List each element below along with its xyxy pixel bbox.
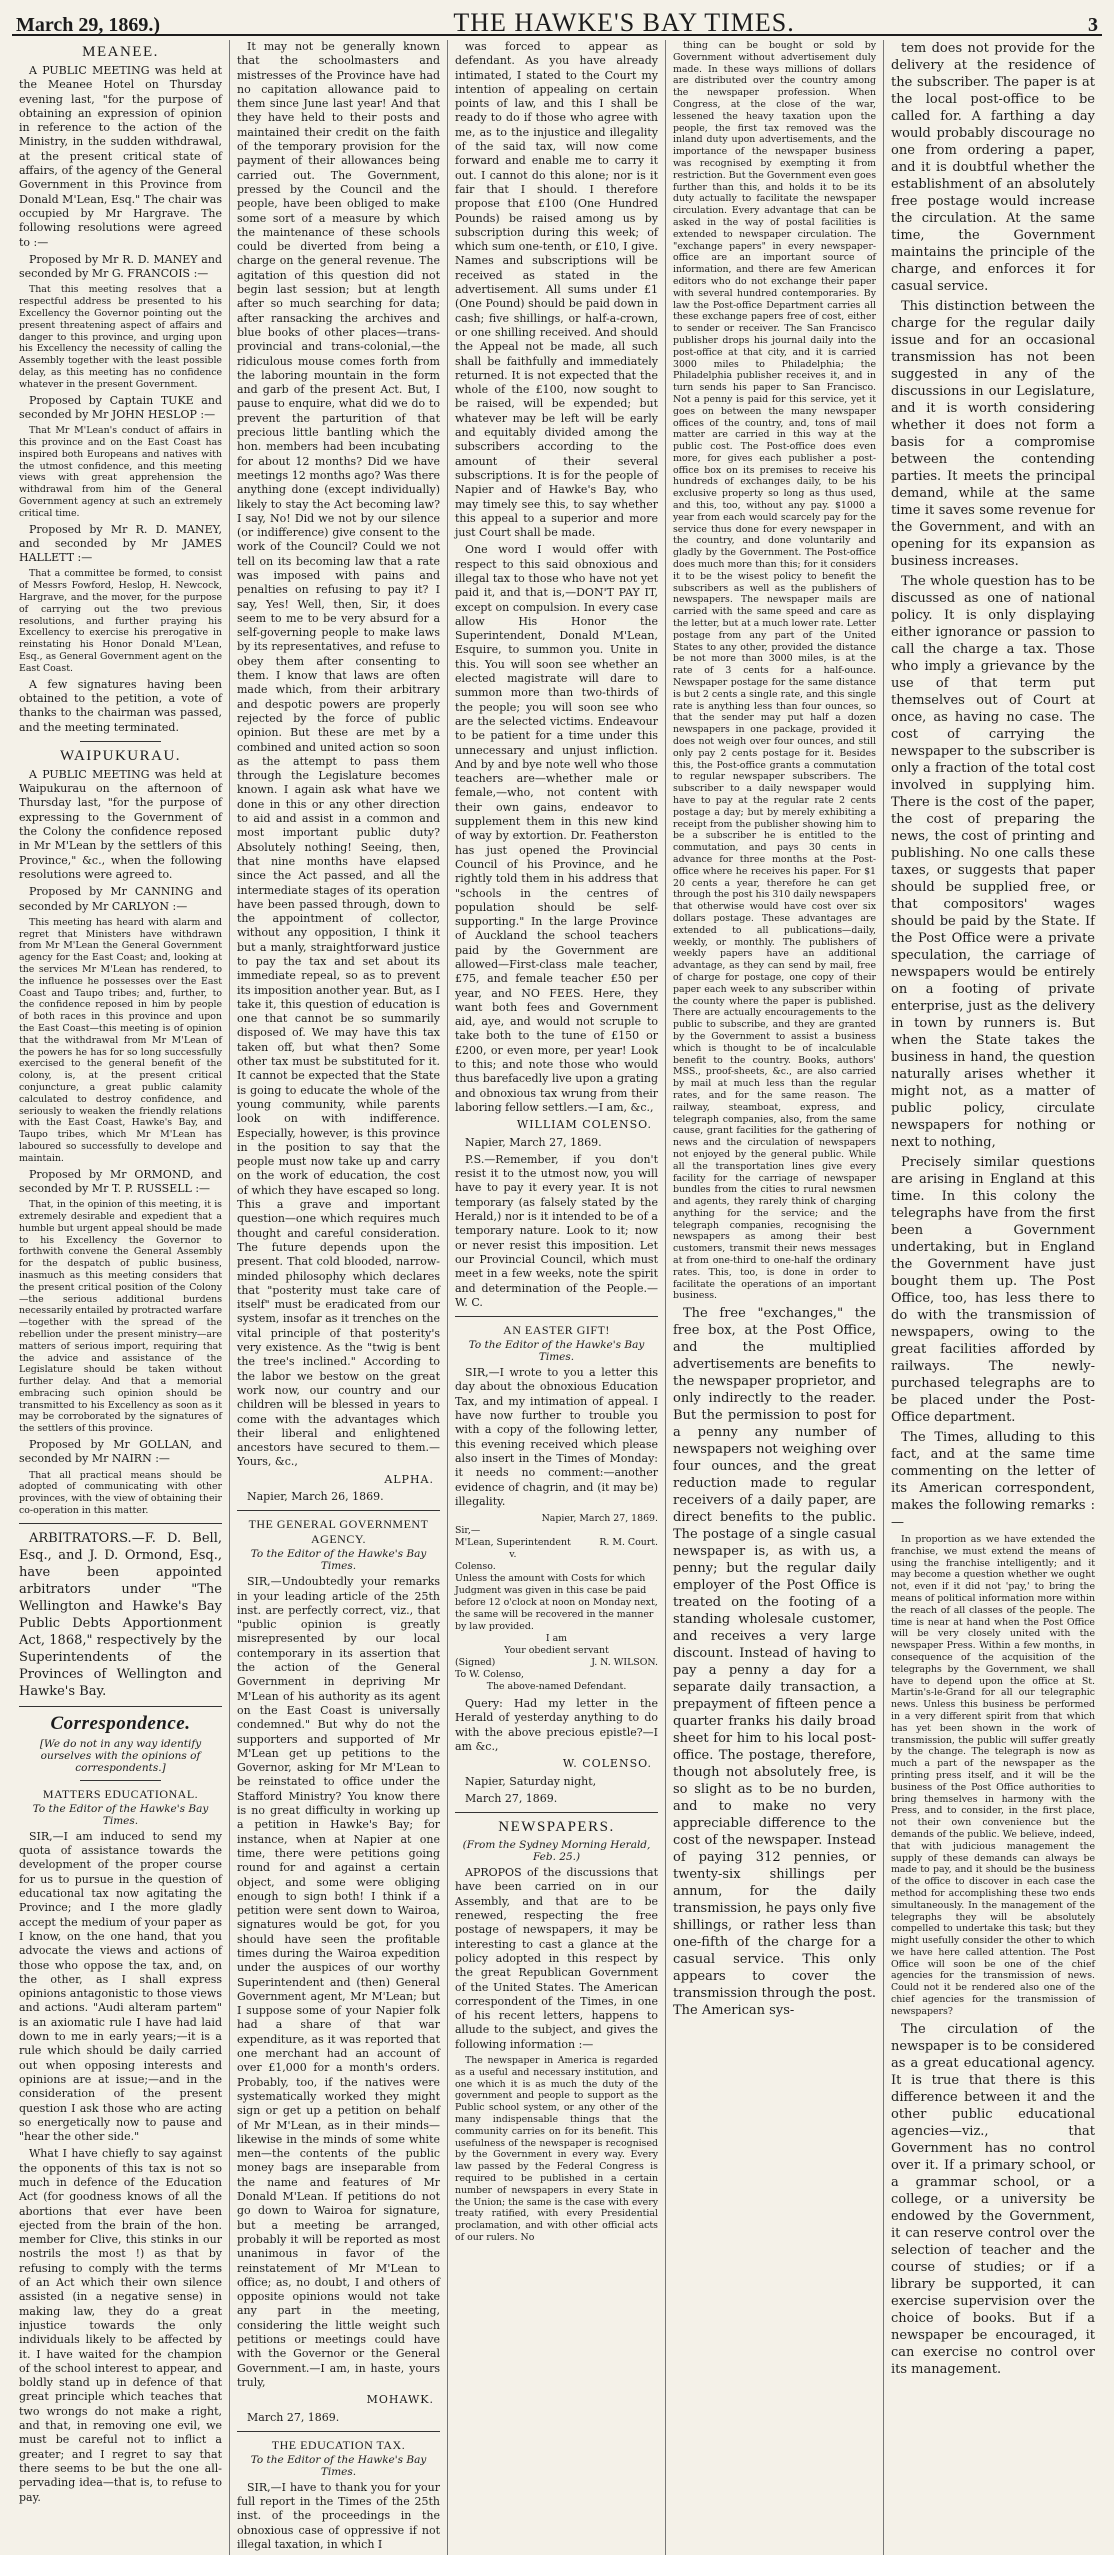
dateline: March 27, 1869. bbox=[465, 1791, 558, 1805]
paragraph: The whole question has to be discussed as one of national policy. It is only displaying either ignorance or passion to call the charge a tax. Those who imply a grievance by the use of that term put themselves out of Court at once, as having no case. The cost of carrying the newspaper to the subscriber is only a fraction of the total cost involved in supplying him. There is the cost of the paper, the cost of preparing the news, the cost of printing and publishing. No one calls these taxes, or suggests that paper should be supplied free, or that compositors' wages should be paid by the State. If the Post Office were a private speculation, the carriage of newspapers would be entirely on a footing of private enterprise, just as the delivery in town by runners is. But when the State takes the business in hand, the question naturally arises whether it might not, as a matter of public policy, circulate newspapers for nothing or next to nothing, bbox=[891, 574, 1095, 1150]
paragraph: Proposed by Mr CANNING and seconded by Mr CARLYON :— bbox=[19, 885, 222, 913]
article-subheading: To the Editor of the Hawke's Bay Times. bbox=[32, 1802, 209, 1827]
signature: W. COLENSO. bbox=[562, 1757, 652, 1771]
legal-notice bbox=[455, 1513, 658, 1693]
paragraph: This distinction between the charge for the regular daily issue and for an occasional transmission has not been suggested in any of the discussions in our Legislature, and it is worth considering whether it does not form a basis for a compromise between the contending parties. It meets the principal demand, while at the same time it saves some revenue for the Government, and with an opening for its expansion as business increases. bbox=[891, 299, 1095, 569]
legal-date-row bbox=[455, 1513, 658, 1525]
divider bbox=[19, 1523, 222, 1524]
legal-salutation: Sir,— bbox=[455, 1525, 481, 1537]
paragraph: APROPOS of the discussions that have been carried on in our Assembly, and that are to be renewed, respecting the free postage of newspapers, it may be interesting to cast a glance at the policy adopted in this respect by the great Republican Government of the United States. The American correspondent of the Times, in one of his recent letters, happens to allude to the subject, and gives the following information :— bbox=[455, 1866, 658, 2051]
dateline: Napier, March 26, 1869. bbox=[247, 1489, 384, 1503]
divider bbox=[80, 741, 161, 742]
legal-signature-row bbox=[455, 1657, 658, 1669]
legal-party: M'Lean, Superintendent bbox=[455, 1537, 571, 1549]
legal-versus: v. bbox=[509, 1549, 517, 1561]
paragraph: was forced to appear as defendant. As you have already intimated, I stated to the Court my intention of appealing on certain points of law, and this I shall be ready to do if those who agree with me, as to the injustice and illegality of the said tax, will now come forward and enable me to carry it out. I cannot do this alone; nor is it fair that I should. I therefore propose that £100 (One Hundred Pounds) be raised among us by subscription during this week; of which sum one-tenth, or £10, I give. Names and subscriptions will be received as stated in the advertisement. All sums under £1 (One Pound) should be paid down in cash; five shillings, or half-a-crown, or one shilling received. And should the Appeal not be made, all such shall be faithfully and immediately returned. It is not expected that the whole of the £100, now sought to be raised, will be expended; but whatever may be left will be early and equitably divided among the subscribers according to the amount of their several subscriptions. It is for the people of Napier and of Hawke's Bay, who may timely see this, to say whether this appeal to a superior and more just Court shall be made. bbox=[455, 40, 658, 540]
legal-signer: J. N. WILSON. bbox=[591, 1657, 658, 1669]
legal-closing: I am bbox=[545, 1633, 568, 1645]
article-heading: MATTERS EDUCATIONAL. bbox=[42, 1786, 199, 1801]
section-heading: WAIPUKURAU. bbox=[59, 747, 182, 764]
column-2 bbox=[230, 40, 448, 2555]
paragraph: tem does not provide for the delivery at the residence of the subscriber. The paper is at the local post-office to be called for. A farthing a day would probably discourage no one from ordering a paper, and it is doubtful whether the establishment of an absolutely free postage would increase the circulation. At the same time, the Government maintains the principle of the charge, and enforces it for casual service. bbox=[891, 41, 1095, 294]
dateline: Napier, Saturday night, bbox=[465, 1774, 597, 1788]
column-4 bbox=[666, 40, 884, 2555]
article-subheading: To the Editor of the Hawke's Bay Times. bbox=[250, 1548, 427, 1573]
article-subheading: [We do not in any way identify ourselves with the opinions of correspondents.] bbox=[39, 1737, 202, 1774]
legal-party: Colenso. bbox=[455, 1561, 496, 1573]
paragraph: Proposed by Mr R. D. MANEY, and seconded by Mr JAMES HALLETT :— bbox=[19, 522, 222, 565]
paragraph: What I have chiefly to say against the opponents of this tax is not so much in defence of the Education Act (for goodness knows of all the abortions that ever have been ejected from the brain of the hon. member for Clive, this stinks in our nostrils the most !) as that by refusing to comply with the terms of an Act which their own silence assisted (in a negative sense) in making law, they do a great injustice towards the only individuals likely to be affected by it. I have waited for the champion of the school interest to appear, and boldly stand up in defence of that great principle which teaches that two wrongs do not make a right, and that, in removing one evil, we must be careful not to inflict a greater; and I regret to say that there seems to be but the one all-pervading idea—that is, to refuse to pay. bbox=[19, 2147, 222, 2504]
paragraph: The Times, alluding to this fact, and at the same time commenting on the letter of its American correspondent, makes the following remarks :— bbox=[891, 1430, 1095, 1530]
signature: MOHAWK. bbox=[366, 2393, 434, 2407]
section-heading: Correspondence. bbox=[50, 1712, 191, 1734]
quoted-paragraph: That, in the opinion of this meeting, it is extremely desirable and expedient that a humble but urgent appeal should be made to his Excellency the Governor to forthwith convene the General Assembly for the despatch of public business, inasmuch as this meeting considers that the present critical position of the Colony—the serious additional burdens necessarily entailed by protracted warfare—together with the spread of the rebellion under the present ministry—are matters of serious import, requiring that the advice and assistance of the Legislature should be taken without further delay. And that a memorial embracing such opinion should be transmitted to his Excellency as soon as it may be corroborated by the signatures of the settlers of this province. bbox=[19, 1199, 222, 1435]
legal-date: Napier, March 27, 1869. bbox=[541, 1513, 658, 1525]
quoted-paragraph: This meeting has heard with alarm and regret that Ministers have withdrawn from Mr M'Lean the General Government agency for the East Coast; and, looking at the services Mr M'Lean has rendered, to the influence he possesses over the East Coast and Taupo tribes; and, further, to the confidence reposed in him by people of both races in this province and upon the East Coast—this meeting is of opinion that the withdrawal from Mr M'Lean of the powers he has for so long successfully exercised to the general benefit of the colony, is, at the present critical conjuncture, a great public calamity calculated to destroy confidence, and seriously to weaken the friendly relations with the East Coast, Hawke's Bay, and Taupo tribes, which Mr M'Lean has laboured so successfully to develope and maintain. bbox=[19, 916, 222, 1164]
section-heading: NEWSPAPERS. bbox=[498, 1819, 615, 1836]
paragraph: SIR,—I have to thank you for your full report in the Times of the 25th inst. of the proceedings in the obnoxious case of oppressive if not illegal taxation, in which I bbox=[237, 2480, 440, 2551]
article-subheading: (From the Sydney Morning Herald, Feb. 25.) bbox=[462, 1839, 651, 1864]
paragraph: Proposed by Mr R. D. MANEY and seconded by Mr G. FRANCOIS :— bbox=[19, 252, 222, 281]
legal-parties bbox=[455, 1537, 658, 1573]
paragraph: Precisely similar questions are arising in England at this time. In this colony the telegraphs have from the first been a Government undertaking, but in England the Government have just bought them up. The Post Office, too, has less there to do with the transmission of newspapers, owing to the great facilities afforded by railways. The newly-purchased telegraphs are to be placed under the Post-Office department. bbox=[891, 1155, 1095, 1425]
divider bbox=[80, 1780, 161, 1781]
article-heading: THE GENERAL GOVERNMENT AGENCY. bbox=[248, 1517, 429, 1547]
quoted-paragraph: That Mr M'Lean's conduct of affairs in this province and on the East Coast has inspired both Europeans and natives with the utmost confidence, and this meeting views with great apprehension the withdrawal from him of the General Government agency at such an extremely critical time. bbox=[19, 425, 222, 519]
legal-addressee: To W. Colenso, bbox=[455, 1669, 524, 1681]
quoted-paragraph: The newspaper in America is regarded as a useful and necessary institution, and one which it is as much the duty of the government and people to support as the Public school system, or any other of the many indispensable things that the community carries on for its benefit. This usefulness of the newspaper is recognised by the Government in every way. Every law passed by the Federal Congress is required to be published in a certain number of newspapers in every State in the Union; the same is the case with every treaty ratified, with every Presidential proclamation, and with other official acts of our rulers. No bbox=[455, 2055, 658, 2243]
section-heading: MEANEE. bbox=[82, 44, 159, 60]
paragraph: It may not be generally known that the schoolmasters and mistresses of the Province have had no capitation allowance paid to them since June last year! And that they have held to their posts and maintained their credit on the faith of the temporary provision for the payment of their allowances being carried out. The Government, pressed by the Council and the people, have been obliged to make some sort of a measure by which the maintenance of these schools could be diverted from being a charge on the general revenue. The agitation of this question did not begin last session; but at length after so much searching for data; after ransacking the archives and blue books of other places—trans-provincial and trans-colonial,—the ridiculous mouse comes forth from the laboring mountain in the form and garb of the present Act. But, I pause to enquire, what did we do to prevent the parturition of that precious little bantling which the hon. members had been incubating for about 12 months? Did we have meetings 12 months ago? Was there anything done (except individually) likely to stay the Act becoming law? I say, No! Did we not by our silence (or indifference) give consent to the work of the Council? Could we not tell on its becoming law that a rate was imposed with pains and penalties on refusing to pay it? I say, Yes! Well, then, Sir, it does seem to me to be very absurd for a self-governing people to make laws by its representatives, and refuse to obey them after consenting to them. I know that laws are often made which, from their arbitrary and despotic powers are properly rejected by the force of public opinion. But these are met by a combined and united action so soon as the attempt to pass them through the Legislature becomes known. I again ask what have we done in this or any other direction to aid and assist in a common and most important public duty? Absolutely nothing! Seeing, then, that nine months have elapsed since the Act passed, and all the intermediate stages of its operation have been passed through, down to the appointment of collector, without any opposition, I think it but a manly, straightforward justice to pay the tax and set about its immediate repeal, so as to prevent its imposition another year. But, as I take it, this question of education is one that cannot be so summarily disposed of. We may have this tax taken off, but what then? Some other tax must be substituted for it. It cannot be expected that the State is going to educate the whole of the young community, while parents look on with indifference. Especially, however, is this province in the position to say that the people must now take up and carry on the work of education, the cost of which they have escaped so long. This a grave and important question—one which requires much thought and careful consideration. The future depends upon the present. That cold blooded, narrow-minded philosophy which declares that "posterity must take care of itself" must be eradicated from our system, insofar as it trenches on the vital principle of that posterity's very existence. As the "twig is bent the tree's inclined." According to the labor we bestow on the great work now, our country and our children will be blessed in years to come with the advantages which their liberal and enlightened ancestors have secured to them.—Yours, &c., bbox=[237, 40, 440, 1469]
paragraph: Proposed by Mr GOLLAN, and seconded by Mr NAIRN :— bbox=[19, 1438, 222, 1466]
quoted-paragraph: In proportion as we have extended the franchise, we must extend the means of using the franchise intelligently; and it may become a question whether we ought not, even if it did not 'pay,' to bring the means of political information more within the reach of all classes of the people. The time is near at hand when the Post Office will be very closely united with the newspaper Press. Within a few months, in consequence of the acquisition of the telegraphs by the Government, we shall have to depend upon the office at St. Martin's-le-Grand for all our telegraphic news. Unless this business be performed in a very different spirit from that which has yet been shown in the work of transmission, the public will suffer greatly by the change. The telegraph is now as much a part of the newspaper as the printing press itself, and it will be the business of the Post Office authorities to bring themselves in harmony with the Press, and to consider, in the first place, not their own convenience but the demands of the public. We believe, indeed, that with judicious management the supply of these demands can always be made to pay, and it should be the business of the office to discover in each case the method for accomplishing these two ends simultaneously. In the management of the telegraphs they will be absolutely compelled to undertake this task; but they might usefully consider the other to which we have here called attention. The Post Office will soon be one of the chief agencies for the transmission of news. Could not it be rendered also one of the chief agencies for the transmission of newspapers? bbox=[891, 1534, 1095, 2017]
divider bbox=[237, 1510, 440, 1511]
legal-servant: Your obedient servant bbox=[504, 1645, 609, 1657]
paragraph: A PUBLIC MEETING was held at Waipukurau on the afternoon of Thursday last, "for the purpose of expressing to the Government of the Colony the confidence reposed in Mr M'Lean by the settlers of this Province," &c., when the following resolutions were agreed to. bbox=[19, 767, 222, 881]
page-number: 3 bbox=[1088, 14, 1098, 36]
paragraph: The circulation of the newspaper is to be considered as a great educational agency. It is true that there is this difference between it and the other public educational agencies—viz., that Government has no control over it. If a primary school, or a grammar school, or a college, or a university be endowed by the Government, it can reserve control over the selection of teacher and the course of studies; or if a library be supported, it can exercise supervision over the choice of books. But if a newspaper be encouraged, it can exercise no control over its management. bbox=[891, 2021, 1095, 2377]
divider bbox=[455, 1812, 658, 1813]
paragraph: P.S.—Remember, if you don't resist it to the utmost now, you will have to pay it every year. It is not temporary (as falsely stated by the Herald,) nor is it intended to be of a temporary nature. Look to it; now or never resist this imposition. Let our Provincial Council, which must meet in a few weeks, note the spirit and determination of the People.—W. C. bbox=[455, 1152, 658, 1309]
column-5 bbox=[884, 40, 1102, 2555]
legal-court: R. M. Court. bbox=[599, 1537, 658, 1549]
paragraph: SIR,—Undoubtedly your remarks in your leading article of the 25th inst. are perfectly correct, viz., that "public opinion is greatly misrepresented by our local contemporary in its assertion that the action of the General Government in depriving Mr M'Lean of his authority as its agent on the East Coast is universally condemned." But why do not the supporters and supported of Mr M'Lean get up petitions to the Governor, asking for Mr M'Lean to be reinstated to office under the Stafford Ministry? You know there is no great difficulty in working up a petition in Hawke's Bay; for instance, when at Napier at one time, there were petitions going round for and against a certain object, and some were obliging enough to sign both! I think if a petition were sent down to Wairoa, signatures would be got, for you should have seen the profitable times during the Wairoa expedition under the auspices of our worthy Superintendent and (then) General Government agent, Mr M'Lean; but I suppose some of your Napier folk had a share of that war expenditure, as it was reported that one merchant had an account of over £1,000 for a month's orders. Probably, too, if the natives were systematically worked they might sign or get up a petition on behalf of Mr M'Lean, as in their minds—likewise in the minds of some white men—the contents of the public money bags are inseparable from the name and features of Mr Donald M'Lean. If petitions do not go down to Wairoa for signature, but a meeting be arranged, probably it will be reported as most unanimous in favor of the reinstatement of Mr M'Lean to office; as, no doubt, I and others of opposite opinions would not take any part in the meeting, considering the little weight such petitions or meetings could have with the Governor or the General Government.—I am, in haste, yours truly, bbox=[237, 1575, 440, 2389]
signature: WILLIAM COLENSO. bbox=[516, 1118, 652, 1132]
dateline: March 27, 1869. bbox=[247, 2410, 340, 2424]
paragraph: SIR,—I wrote to you a letter this day about the obnoxious Education Tax, and my intimation of appeal. I have now further to trouble you with a copy of the following letter, this evening received which please also insert in the Times of Monday: it needs no comment:—another evidence of chagrin, and (it may be) illegality. bbox=[455, 1366, 658, 1508]
article-heading: AN EASTER GIFT! bbox=[503, 1323, 610, 1338]
paragraph: Proposed by Mr ORMOND, and seconded by Mr T. P. RUSSELL :— bbox=[19, 1167, 222, 1195]
masthead bbox=[12, 6, 1102, 36]
article-subheading: To the Editor of the Hawke's Bay Times. bbox=[250, 2453, 427, 2478]
legal-signed: (Signed) bbox=[455, 1657, 496, 1669]
quoted-paragraph: That all practical means should be adopted of communicating with other provinces, with the view of obtaining their co-operation in this matter. bbox=[19, 1469, 222, 1517]
paragraph: SIR,—I am induced to send my quota of assistance towards the development of the proper course for us to pursue in the question of educational tax now agitating the Province; and I the more gladly accept the medium of your paper as I know, on the one hand, that you advocate the views and actions of those who oppose the tax, and, on the other, as I shall express opinions antagonistic to those views and actions. "Audi alteram partem" is an axiomatic rule I have had laid down to me in early years;—it is a rule which should be daily carried out when opposing interests and opinions are at issue;—and in the consideration of the present question I ask those who are acting so energetically now to pause and "hear the other side." bbox=[19, 1829, 222, 2144]
columns bbox=[12, 40, 1102, 2551]
newspaper-title: THE HAWKE'S BAY TIMES. bbox=[453, 8, 795, 37]
legal-addressee-role: The above-named Defendant. bbox=[486, 1681, 627, 1693]
column-1 bbox=[12, 40, 230, 2555]
column-3 bbox=[448, 40, 666, 2555]
article-heading: THE EDUCATION TAX. bbox=[271, 2437, 406, 2452]
paragraph: Query: Had my letter in the Herald of yesterday anything to do with the above precious epistle?—I am &c., bbox=[455, 1697, 658, 1753]
quoted-paragraph: That this meeting resolves that a respectful address be presented to his Excellency the Governor pointing out the present threatening aspect of affairs and danger to this province, and urging upon his Excellency the necessity of calling the Assembly together with the least possible delay, as this meeting has no confidence whatever in the present Government. bbox=[19, 284, 222, 390]
paragraph: The free "exchanges," the free box, at the Post Office, and the multiplied advertisements are benefits to the newspaper proprietor, and only indirectly to the reader. But the permission to post for a penny any number of newspapers not weighing over four ounces, and the great reduction made to regular receivers of a daily paper, are direct benefits to the public. The postage of a single casual newspaper is, as with us, a penny; but the regular daily employer of the Post Office is treated on the footing of a standing wholesale customer, and receives a very large discount. Instead of having to pay a penny a day for a separate daily transaction, a prepayment of fifteen pence a quarter franks his daily broad sheet for him to his local post-office. The postage, therefore, though not absolutely free, is so slight as to be no burden, and to make no very appreciable difference to the cost of the newspaper. Instead of paying 312 pennies, or twenty-six shillings per annum, for the daily transmission, he pays only five shillings, or rather less than one-fifth of the charge for a casual service. This only appears to cover the transmission through the post. The American sys- bbox=[673, 1306, 876, 2019]
paragraph: A few signatures having been obtained to the petition, a vote of thanks to the chairman was passed, and the meeting terminated. bbox=[19, 677, 222, 734]
paragraph: A PUBLIC MEETING was held at the Meanee Hotel on Thursday evening last, "for the purpose of obtaining an expression of opinion in reference to the action of the Ministry, in the sudden withdrawal, at the present critical state of affairs, of the agency of the General Government in this Province from Donald M'Lean, Esq." The chair was occupied by Mr Hargrave. The following resolutions were agreed to :— bbox=[19, 64, 222, 249]
paragraph: One word I would offer with respect to this said obnoxious and illegal tax to those who have not yet paid it, and that is,—DON'T PAY IT, except on compulsion. In every case allow His Honor the Superintendent, Donald M'Lean, Esquire, to summon you. Unite in this. You will soon see whether an elected magistrate will dare to summon more than two-thirds of the people; you will soon see who are the selected victims. Endeavour to be patient for a time under this unnecessary and unjust infliction. And by and bye note well who those teachers are—whether male or female,—who, not content with their own gains, endeavor to supplement them in this new kind of way by extortion. Dr. Featherston has just opened the Provincial Council of his Province, and he rightly told them in his address that "schools in the centres of population should be self-supporting." In the large Province of Auckland the school teachers paid by the Government are allowed—First-class male teacher, £75, and female teacher £50 per year, and NO FEES. Here, they want both fees and Government aid, aye, and would not scruple to take both to the tune of £150 or £200, or even more, per year! Look to this; and note those who would thus barefacedly live upon a grating and obnoxious tax wrung from their laboring fellow settlers.—I am, &c., bbox=[455, 543, 658, 1114]
signature: ALPHA. bbox=[384, 1472, 434, 1486]
legal-body: Unless the amount with Costs for which Judgment was given in this case be paid before 12 o'clock at noon on Monday next, the same will be recovered in the manner by law provided. bbox=[455, 1573, 658, 1633]
divider bbox=[455, 1316, 658, 1317]
quoted-paragraph: thing can be bought or sold by Government without advertisement duly made. In these ways millions of dollars are distributed over the country among the newspaper profession. When Congress, at the close of the war, lessened the heavy taxation upon the people, the first tax removed was the inland duty upon advertisements, and the importance of the newspaper business was recognised by exempting it from restriction. But the Government even goes further than this, and holds it to be its duty actually to facilitate the newspaper circulation. Every advantage that can be asked in the way of postal facilities is extended to newspaper circulation. The "exchange papers" in every newspaper-office are an important source of information, and there are few American editors who do not exchange their paper with several hundred contemporaries. By law the Post-office Department carries all these exchange papers free of cost, either to sender or receiver. The San Francisco publisher drops his journal daily into the post-office at that city, and it is carried 3000 miles to Philadelphia; the Philadelphia publisher receives it, and in turn sends his paper to San Francisco. Not a penny is paid for this service, yet it goes on between the many newspaper offices of the country, and, tons of mail matter are carried in this way at the public cost. The Post-office does even more, for gives each publisher a post-office box on its premises to receive his hundreds of exchanges daily, to be his exclusive property so long as thus used, and this, too, without any pay. $1000 a year from each would scarcely pay for the service thus done for every newspaper in the country, and done voluntarily and gladly by the Government. The Post-office does much more than this; for it considers it to be the wisest policy to benefit the subscribers as well as the publishers of newspapers. The newspaper mails are carried with the same speed and care as the letter, but at a much lower rate. Letter postage from any part of the United States to any other, provided the distance be not more than 3000 miles, is at the rate of 3 cents for a half-ounce. Newspaper postage for the same distance is but 2 cents a single rate, and this single rate is anything less than four ounces, so that the sender may put half a dozen newspapers in one package, provided it does not weigh over four ounces, and still only pay 2 cents postage for it. Besides this, the Post-office grants a commutation to regular newspaper subscribers. The subscriber to a daily newspaper would have to pay at the regular rate 2 cents postage a day; but by merely exhibiting a receipt from the publisher showing him to be a subscriber he is entitled to the commutation, and pays 30 cents in advance for three months at the Post-office where he receives his paper. For $1 20 cents a year, therefore he can get through the post his 310 daily newspapers that otherwise would have cost over six dollars postage. These advantages are extended to all publications—daily, weekly, or monthly. The publishers of weekly papers have an additional advantage, as they can send by mail, free of charge for postage, one copy of their paper each week to any subscriber within the county where the paper is published. There are actually encouragements to the public to subscribe, and they are granted by the Government to assist a business which is thought to be of incalculable benefit to the country. Books, authors' MSS., proof-sheets, &c., are also carried by mail at much less than the regular rates, and for the same reason. The railway, steamboat, express, and telegraph companies, also, from the same cause, grant facilities for the gathering of news and the circulation of newspapers not enjoyed by the general public. While all the transportation lines give every facility for the carriage of newspaper bundles from the cities to rural newsmen and agents, they rarely think of charging anything for the service; and the telegraph companies, recognising the newspapers as among their best customers, transmit their news messages at from one-third to one-half the ordinary rates. This, too, is done in order to facilitate the operations of an important business. bbox=[673, 40, 876, 1302]
divider bbox=[19, 1706, 222, 1707]
paragraph: ARBITRATORS.—F. D. Bell, Esq., and J. D. Ormond, Esq., have been appointed arbitrators under "The Wellington and Hawke's Bay Public Debts Apportionment Act, 1868," respectively by the Superintendents of the Provinces of Wellington and Hawke's Bay. bbox=[19, 1530, 222, 1699]
quoted-paragraph: That a committee be formed, to consist of Messrs Fowford, Heslop, H. Newcock, Hargrave, and the mover, for the purpose of carrying out the two previous resolutions, and further praying his Excellency to exercise his prerogative in reinstating his Honor Donald M'Lean, Esq., as General Government agent on the East Coast. bbox=[19, 568, 222, 674]
dateline: Napier, March 27, 1869. bbox=[465, 1135, 602, 1149]
divider bbox=[237, 2431, 440, 2432]
legal-parties-left bbox=[455, 1537, 571, 1573]
paragraph: Proposed by Captain TUKE and seconded by Mr JOHN HESLOP :— bbox=[19, 393, 222, 421]
issue-date: March 29, 1869.) bbox=[16, 14, 161, 36]
article-subheading: To the Editor of the Hawke's Bay Times. bbox=[468, 1339, 645, 1364]
